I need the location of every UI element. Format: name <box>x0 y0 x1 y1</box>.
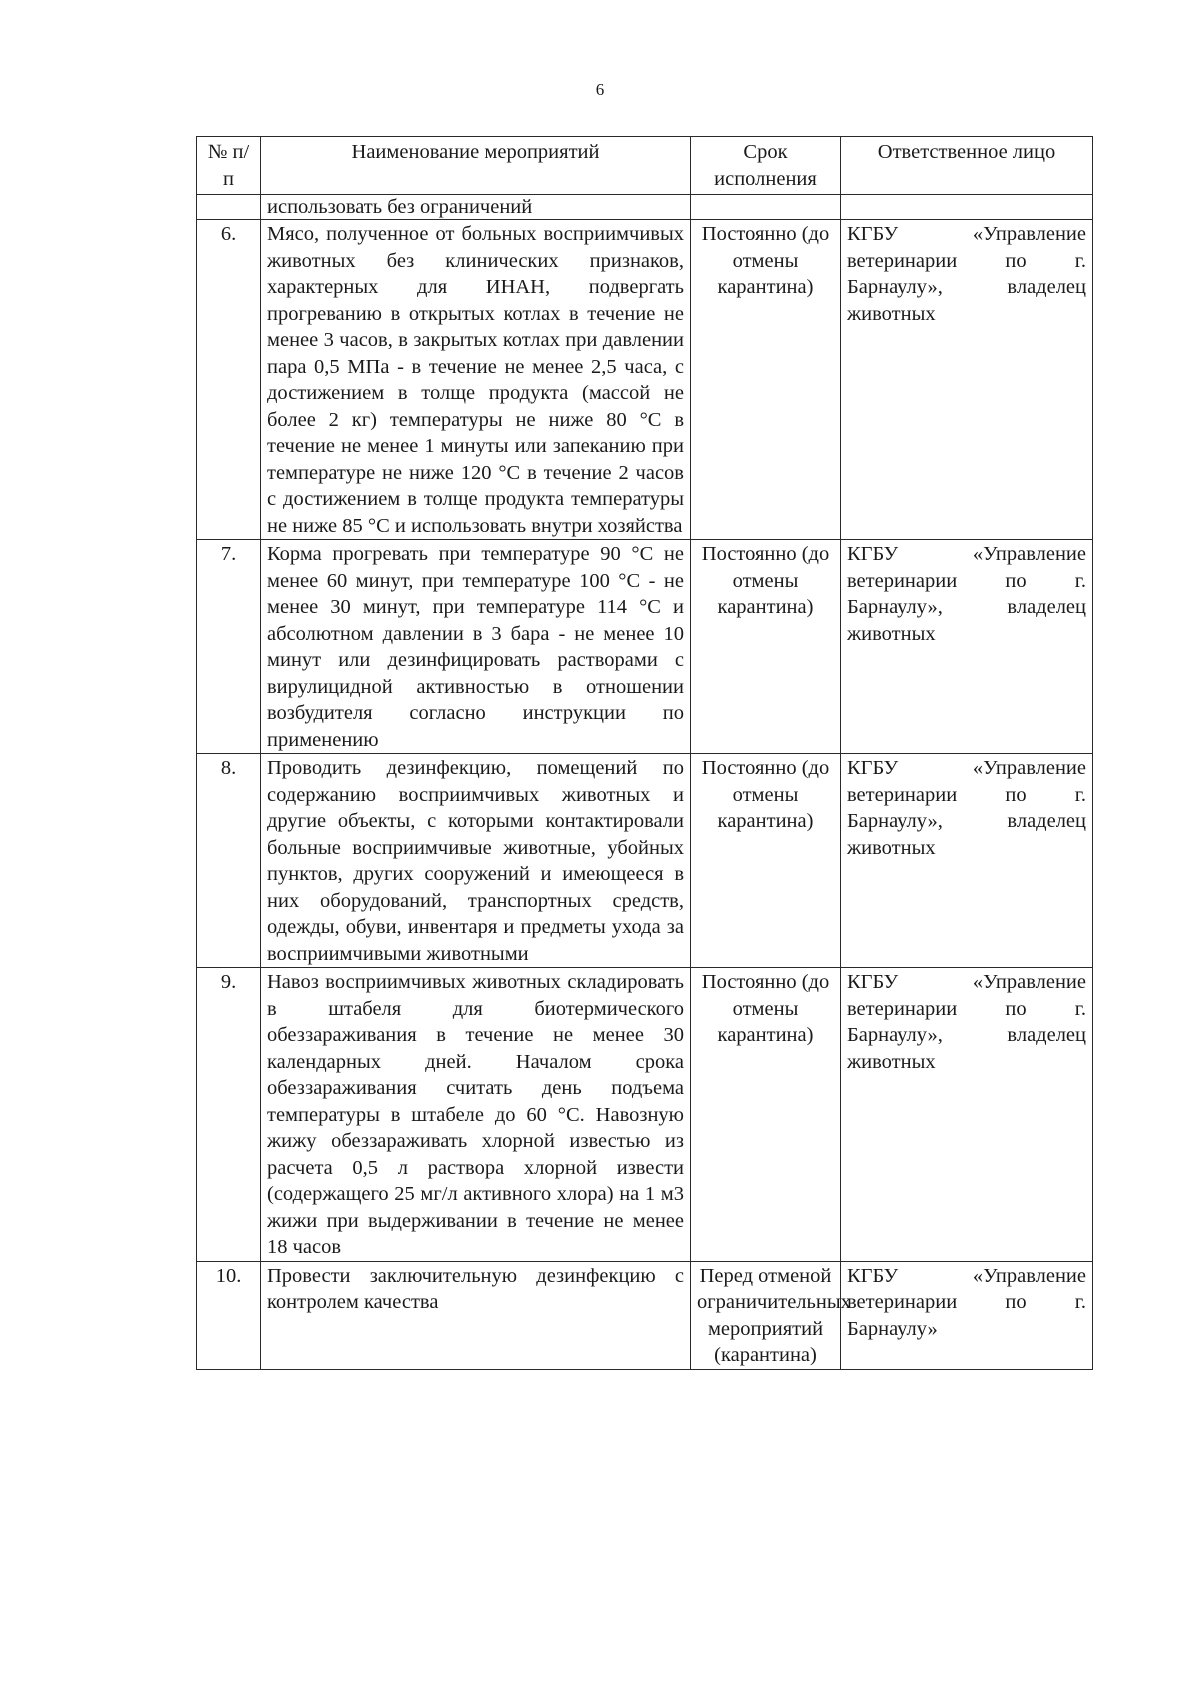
table-row <box>197 968 1093 1262</box>
page-number: 6 <box>595 80 605 99</box>
row-term: Постоянно (до отмены карантина) <box>691 220 841 540</box>
header-term: Срок исполнения <box>691 137 841 195</box>
row-responsible: КГБУ «Управление ветеринарии по г. Барнаулу», владелец животных <box>841 540 1093 754</box>
row-name: Навоз восприимчивых животных складировать в штабеля для биотермического обеззараживания в течение не менее 30 календарных дней. Началом срока обеззараживания считать день подъема температуры в штабеле до 60 °С. Навозную жижу обеззараживать хлорной известью из расчета 0,5 л раствора хлорной извести (содержащего 25 мг/л активного хлора) на 1 м3 жижи при выдерживании в течение не менее 18 часов <box>261 968 691 1262</box>
header-name: Наименование мероприятий <box>261 137 691 195</box>
row-name: Мясо, полученное от больных восприимчивых животных без клинических признаков, характерных для ИНАН, подвергать прогреванию в открытых котлах в течение не менее 3 часов, в закрытых котлах при давлении пара 0,5 МПа - в течение не менее 2,5 часа, с достижением в толще продукта (массой не более 2 кг) температуры не ниже 80 °С в течение не менее 1 минуты или запеканию при температуре не ниже 120 °С в течение 2 часов с достижением в толще продукта температуры не ниже 85 °С и использовать внутри хозяйства <box>261 220 691 540</box>
continuation-row <box>197 195 1093 220</box>
row-term: Постоянно (до отмены карантина) <box>691 540 841 754</box>
header-num: № п/п <box>197 137 261 195</box>
row-responsible: КГБУ «Управление ветеринарии по г. Барнаулу», владелец животных <box>841 968 1093 1262</box>
row-term: Постоянно (до отмены карантина) <box>691 754 841 968</box>
row-num: 10. <box>197 1261 261 1369</box>
continuation-name: использовать без ограничений <box>261 195 691 220</box>
measures-table <box>196 136 1093 1370</box>
table-header-row <box>197 137 1093 195</box>
continuation-num <box>197 195 261 220</box>
table-row <box>197 540 1093 754</box>
row-responsible: КГБУ «Управление ветеринарии по г. Барнаулу», владелец животных <box>841 754 1093 968</box>
row-name: Корма прогревать при температуре 90 °С не менее 60 минут, при температуре 100 °С - не менее 30 минут, при температуре 114 °С и абсолютном давлении в 3 бара - не менее 10 минут или дезинфицировать растворами с вирулицидной активностью в отношении возбудителя согласно инструкции по применению <box>261 540 691 754</box>
row-term: Перед отменой ограничительных мероприятий (карантина) <box>691 1261 841 1369</box>
row-num: 9. <box>197 968 261 1262</box>
continuation-term <box>691 195 841 220</box>
row-term: Постоянно (до отмены карантина) <box>691 968 841 1262</box>
row-name: Проводить дезинфекцию, помещений по содержанию восприимчивых животных и другие объекты, с которыми контактировали больные восприимчивые животные, убойных пунктов, других сооружений и имеющееся в них оборудований, транспортных средств, одежды, обуви, инвентаря и предметы ухода за восприимчивыми животными <box>261 754 691 968</box>
row-name: Провести заключительную дезинфекцию с контролем качества <box>261 1261 691 1369</box>
row-responsible: КГБУ «Управление ветеринарии по г. Барнаулу» <box>841 1261 1093 1369</box>
table-row <box>197 220 1093 540</box>
row-num: 6. <box>197 220 261 540</box>
table-row <box>197 754 1093 968</box>
row-responsible: КГБУ «Управление ветеринарии по г. Барнаулу», владелец животных <box>841 220 1093 540</box>
header-responsible: Ответственное лицо <box>841 137 1093 195</box>
row-num: 7. <box>197 540 261 754</box>
continuation-responsible <box>841 195 1093 220</box>
table-row <box>197 1261 1093 1369</box>
row-num: 8. <box>197 754 261 968</box>
